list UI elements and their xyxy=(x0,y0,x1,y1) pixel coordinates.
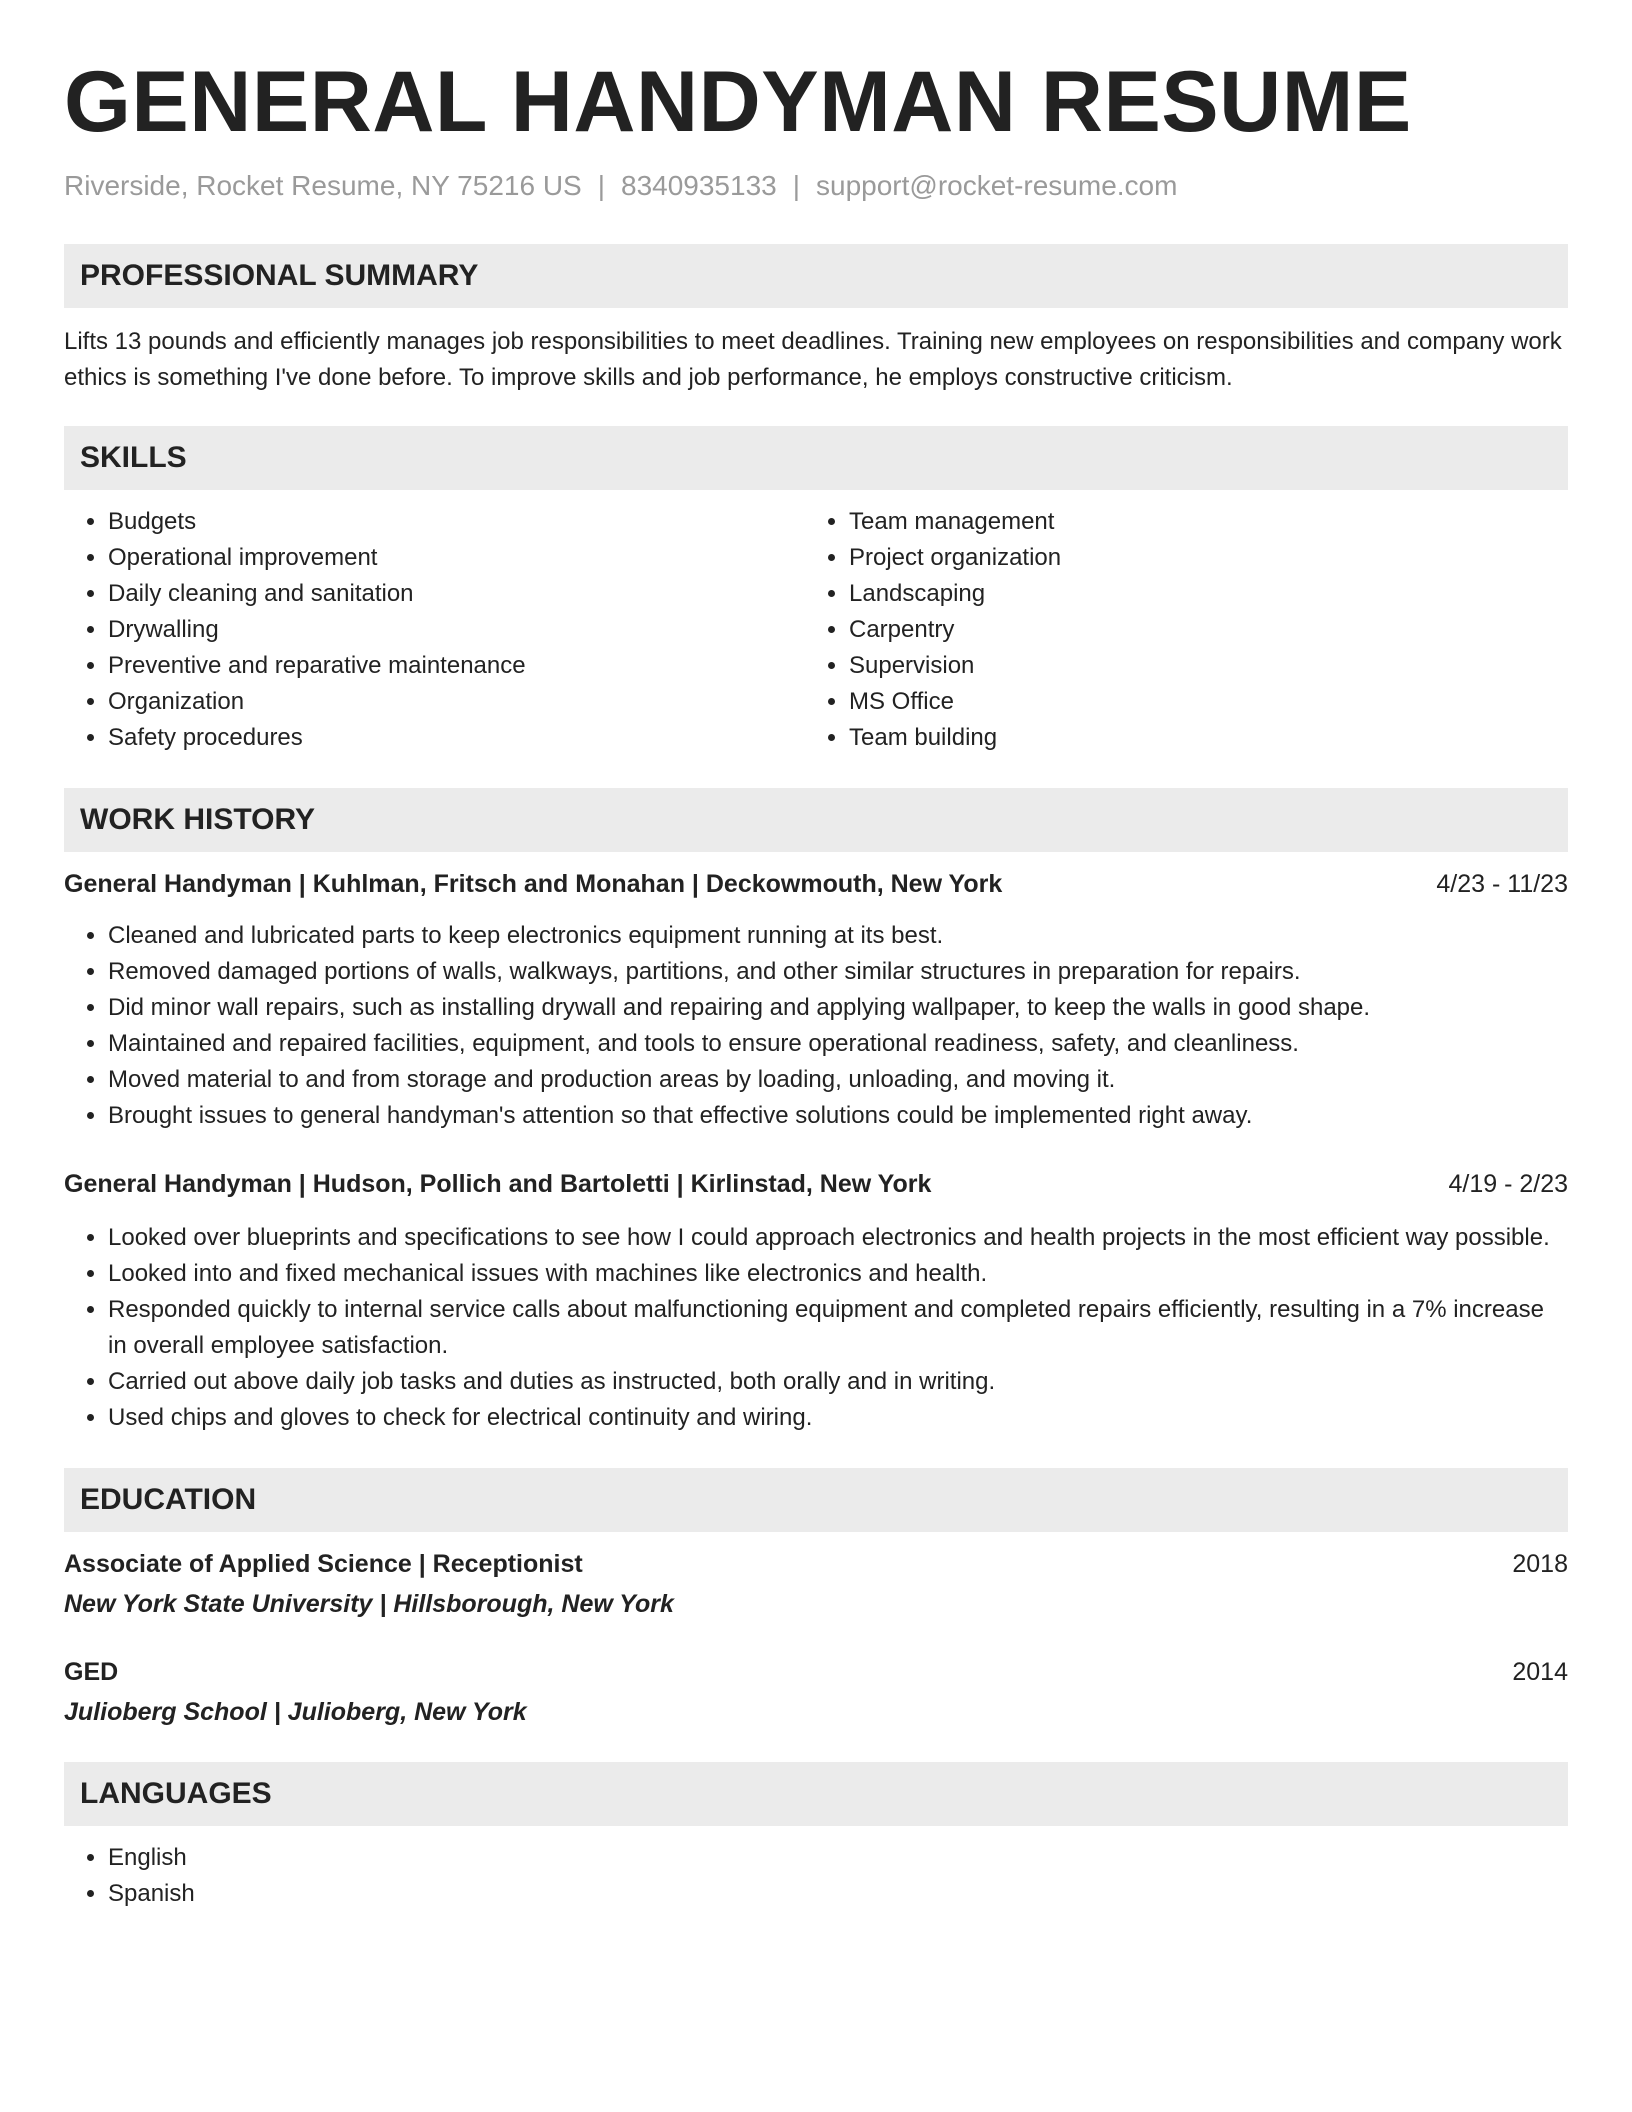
skill-item: • Safety procedures xyxy=(108,720,805,756)
skill-item: • Drywalling xyxy=(108,612,805,648)
job-title: General Handyman | Kuhlman, Fritsch and Monahan | Deckowmouth, New York xyxy=(64,870,1003,898)
contact-separator: | xyxy=(597,170,605,201)
education-school: Julioberg School | Julioberg, New York xyxy=(64,1698,527,1726)
job-header xyxy=(64,866,1568,902)
education-degree: Associate of Applied Science | Receptionist xyxy=(64,1550,583,1578)
job-bullet: • Brought issues to general handyman's attention so that effective solutions could be implemented right away. xyxy=(108,1098,1568,1134)
job-bullet: • Carried out above daily job tasks and duties as instructed, both orally and in writing. xyxy=(108,1364,1568,1400)
job-title: General Handyman | Hudson, Pollich and Bartoletti | Kirlinstad, New York xyxy=(64,1170,932,1198)
skill-item: • Supervision xyxy=(849,648,1546,684)
job-bullet: • Used chips and gloves to check for electrical continuity and wiring. xyxy=(108,1400,1568,1436)
education-header xyxy=(64,1654,1568,1690)
job-bullet: • Moved material to and from storage and production areas by loading, unloading, and moving it. xyxy=(108,1062,1568,1098)
skills-list xyxy=(64,504,1568,756)
contact-address: Riverside, Rocket Resume, NY 75216 US xyxy=(64,170,582,201)
skill-item: • Preventive and reparative maintenance xyxy=(108,648,805,684)
job-bullet: • Responded quickly to internal service calls about malfunctioning equipment and completed repairs efficiently, resulting in a 7% increase in overall employee satisfaction. xyxy=(108,1292,1568,1364)
job-bullet: • Cleaned and lubricated parts to keep electronics equipment running at its best. xyxy=(108,918,1568,954)
skill-item: • Team management xyxy=(849,504,1546,540)
job-bullets xyxy=(64,918,1568,1134)
skill-item: • Team building xyxy=(849,720,1546,756)
education-year: 2014 xyxy=(1512,1658,1568,1686)
job-bullet: • Looked over blueprints and specifications to see how I could approach electronics and health projects in the most efficient way possible. xyxy=(108,1220,1568,1256)
job-header xyxy=(64,1166,1568,1202)
contact-phone: 8340935133 xyxy=(621,170,777,201)
skill-item: • Organization xyxy=(108,684,805,720)
skills-column-left xyxy=(64,504,805,756)
section-header-education: EDUCATION xyxy=(64,1468,1568,1532)
contact-email: support@rocket-resume.com xyxy=(816,170,1178,201)
skill-item: • Daily cleaning and sanitation xyxy=(108,576,805,612)
resume-title: GENERAL HANDYMAN RESUME xyxy=(64,54,1412,150)
skill-item: • Operational improvement xyxy=(108,540,805,576)
job-bullets xyxy=(64,1220,1568,1436)
section-header-languages: LANGUAGES xyxy=(64,1762,1568,1826)
education-header xyxy=(64,1546,1568,1582)
skill-item: • Carpentry xyxy=(849,612,1546,648)
job-bullet: • Removed damaged portions of walls, walkways, partitions, and other similar structures in preparation for repairs. xyxy=(108,954,1568,990)
job-bullet: • Looked into and fixed mechanical issues with machines like electronics and health. xyxy=(108,1256,1568,1292)
job-bullet: • Did minor wall repairs, such as installing drywall and repairing and applying wallpaper, to keep the walls in good shape. xyxy=(108,990,1568,1026)
language-item: • English xyxy=(108,1840,1568,1876)
skill-item: • MS Office xyxy=(849,684,1546,720)
education-degree: GED xyxy=(64,1658,119,1686)
skill-item: • Budgets xyxy=(108,504,805,540)
contact-line xyxy=(64,168,1568,204)
education-school: New York State University | Hillsborough, New York xyxy=(64,1590,674,1618)
job-dates: 4/23 - 11/23 xyxy=(1436,870,1568,898)
skill-item: • Landscaping xyxy=(849,576,1546,612)
section-header-work-history: WORK HISTORY xyxy=(64,788,1568,852)
contact-separator: | xyxy=(792,170,801,201)
job-dates: 4/19 - 2/23 xyxy=(1448,1170,1568,1198)
skills-column-right xyxy=(805,504,1546,756)
education-year: 2018 xyxy=(1512,1550,1568,1578)
language-item: • Spanish xyxy=(108,1876,1568,1912)
skill-item: • Project organization xyxy=(849,540,1546,576)
section-header-summary: PROFESSIONAL SUMMARY xyxy=(64,244,1568,308)
job-bullet: • Maintained and repaired facilities, equipment, and tools to ensure operational readiness, safety, and cleanliness. xyxy=(108,1026,1568,1062)
languages-list xyxy=(64,1840,1568,1912)
section-header-skills: SKILLS xyxy=(64,426,1568,490)
summary-text: Lifts 13 pounds and efficiently manages job responsibilities to meet deadlines. Training new employees on responsibilities and company work ethics is something I've done before. To improve skills and job performance, he employs constructive criticism. xyxy=(64,328,1562,391)
